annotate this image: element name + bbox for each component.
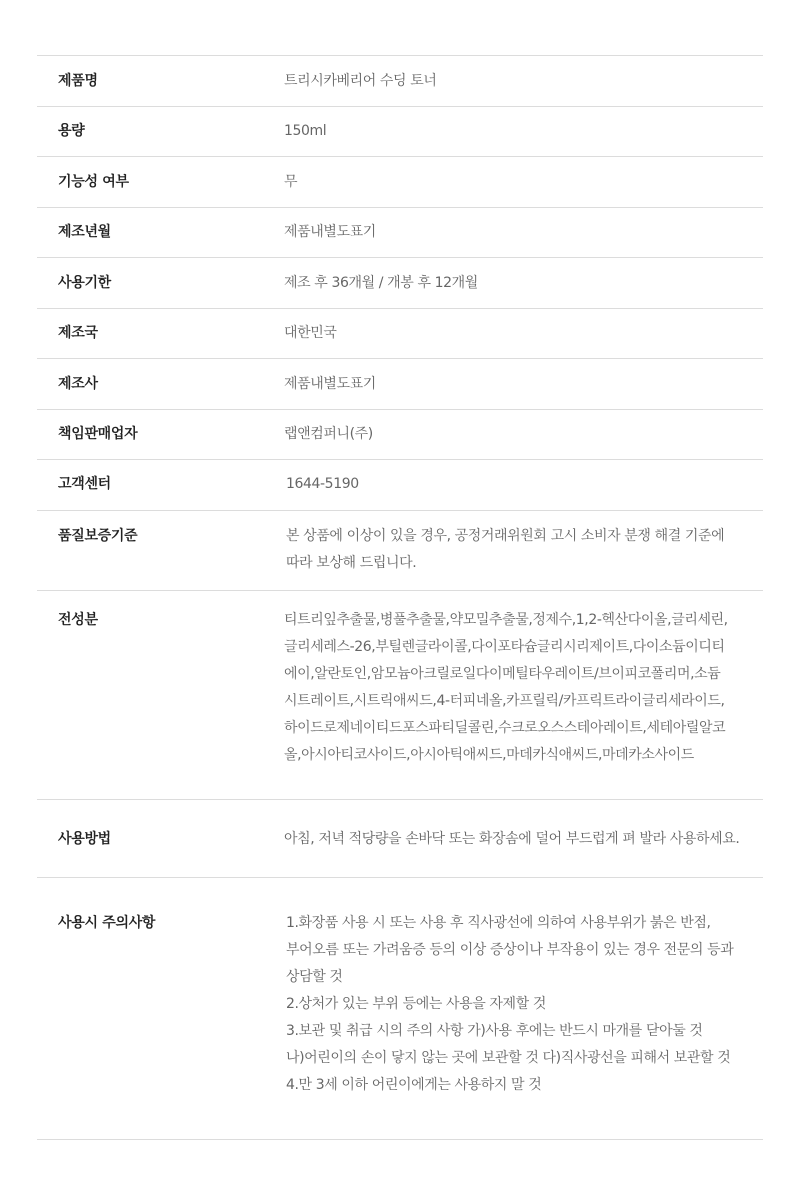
row-label: 전성분 bbox=[58, 612, 98, 628]
table-row bbox=[37, 460, 763, 511]
row-value: 150ml bbox=[284, 123, 327, 139]
value-line: 에이,알란토인,암모늄아크릴로일다이메틸타우레이트/브이피코폴리머,소듐 bbox=[284, 666, 721, 682]
value-line: 상담할 것 bbox=[286, 969, 343, 985]
row-label: 제품명 bbox=[58, 73, 98, 89]
row-value: 제품내별도표기 bbox=[284, 224, 376, 240]
value-line: 본 상품에 이상이 있을 경우, 공정거래위원회 고시 소비자 분쟁 해결 기준에 bbox=[286, 528, 725, 544]
value-line: 부어오름 또는 가려움증 등의 이상 증상이나 부작용이 있는 경우 전문의 등과 bbox=[286, 942, 734, 958]
row-value: 제조 후 36개월 / 개봉 후 12개월 bbox=[284, 275, 478, 291]
table-row bbox=[37, 56, 763, 107]
table-row bbox=[37, 591, 763, 800]
value-line: 하이드로제네이티드포스파티딜콜린,수크로오스스테아레이트,세테아릴알코 bbox=[284, 720, 726, 736]
value-line: 나)어린이의 손이 닿지 않는 곳에 보관할 것 다)직사광선을 피해서 보관할 것 bbox=[286, 1050, 731, 1066]
table-row bbox=[37, 309, 763, 359]
value-line: 따라 보상해 드립니다. bbox=[286, 555, 417, 571]
row-label: 사용시 주의사항 bbox=[58, 915, 156, 931]
table-row bbox=[37, 107, 763, 157]
row-value: 트리시카베리어 수딩 토너 bbox=[284, 73, 437, 89]
value-line: 1.화장품 사용 시 또는 사용 후 직사광선에 의하여 사용부위가 붉은 반점, bbox=[286, 915, 711, 931]
value-line: 3.보관 및 취급 시의 주의 사항 가)사용 후에는 반드시 마개를 닫아둘 것 bbox=[286, 1023, 703, 1039]
value-line: 4.만 3세 이하 어린이에게는 사용하지 말 것 bbox=[286, 1077, 542, 1093]
table-row bbox=[37, 359, 763, 410]
row-label: 책임판매업자 bbox=[58, 426, 138, 442]
table-row bbox=[37, 157, 763, 208]
table-row bbox=[37, 208, 763, 258]
table-row bbox=[37, 878, 763, 1140]
row-label: 제조사 bbox=[58, 376, 98, 392]
row-label: 고객센터 bbox=[58, 476, 111, 492]
table-row bbox=[37, 410, 763, 460]
row-value bbox=[284, 523, 763, 577]
table-row bbox=[37, 800, 763, 878]
row-value bbox=[284, 910, 763, 1099]
value-line: 올,아시아티코사이드,아시아틱애씨드,마데카식애씨드,마데카소사이드 bbox=[284, 747, 694, 763]
row-value: 랩앤컴퍼니(주) bbox=[284, 426, 373, 442]
row-value: 제품내별도표기 bbox=[284, 376, 376, 392]
row-label: 사용방법 bbox=[58, 831, 111, 847]
value-line: 티트리잎추출물,병풀추출물,약모밀추출물,정제수,1,2-헥산다이올,글리세린, bbox=[284, 612, 728, 628]
row-label: 품질보증기준 bbox=[58, 528, 138, 544]
row-label: 사용기한 bbox=[58, 275, 111, 291]
row-value: 대한민국 bbox=[284, 325, 337, 341]
row-value: 아침, 저녁 적당량을 손바닥 또는 화장솜에 덜어 부드럽게 펴 발라 사용하세요. bbox=[284, 831, 740, 847]
row-value: 무 bbox=[284, 174, 298, 190]
table-row bbox=[37, 258, 763, 309]
row-label: 제조년월 bbox=[58, 224, 111, 240]
row-label: 용량 bbox=[58, 123, 85, 139]
row-value bbox=[284, 607, 763, 769]
value-line: 시트레이트,시트릭애씨드,4-터피네올,카프릴릭/카프릭트라이글리세라이드, bbox=[284, 693, 725, 709]
row-label: 제조국 bbox=[58, 325, 98, 341]
table-row bbox=[37, 511, 763, 591]
row-value: 1644-5190 bbox=[286, 476, 359, 492]
row-label: 기능성 여부 bbox=[58, 174, 129, 190]
value-line: 글리세레스-26,부틸렌글라이콜,다이포타슘글리시리제이트,다이소듐이디티 bbox=[284, 639, 725, 655]
value-line: 2.상처가 있는 부위 등에는 사용을 자제할 것 bbox=[286, 996, 546, 1012]
product-info-table bbox=[37, 55, 763, 1140]
